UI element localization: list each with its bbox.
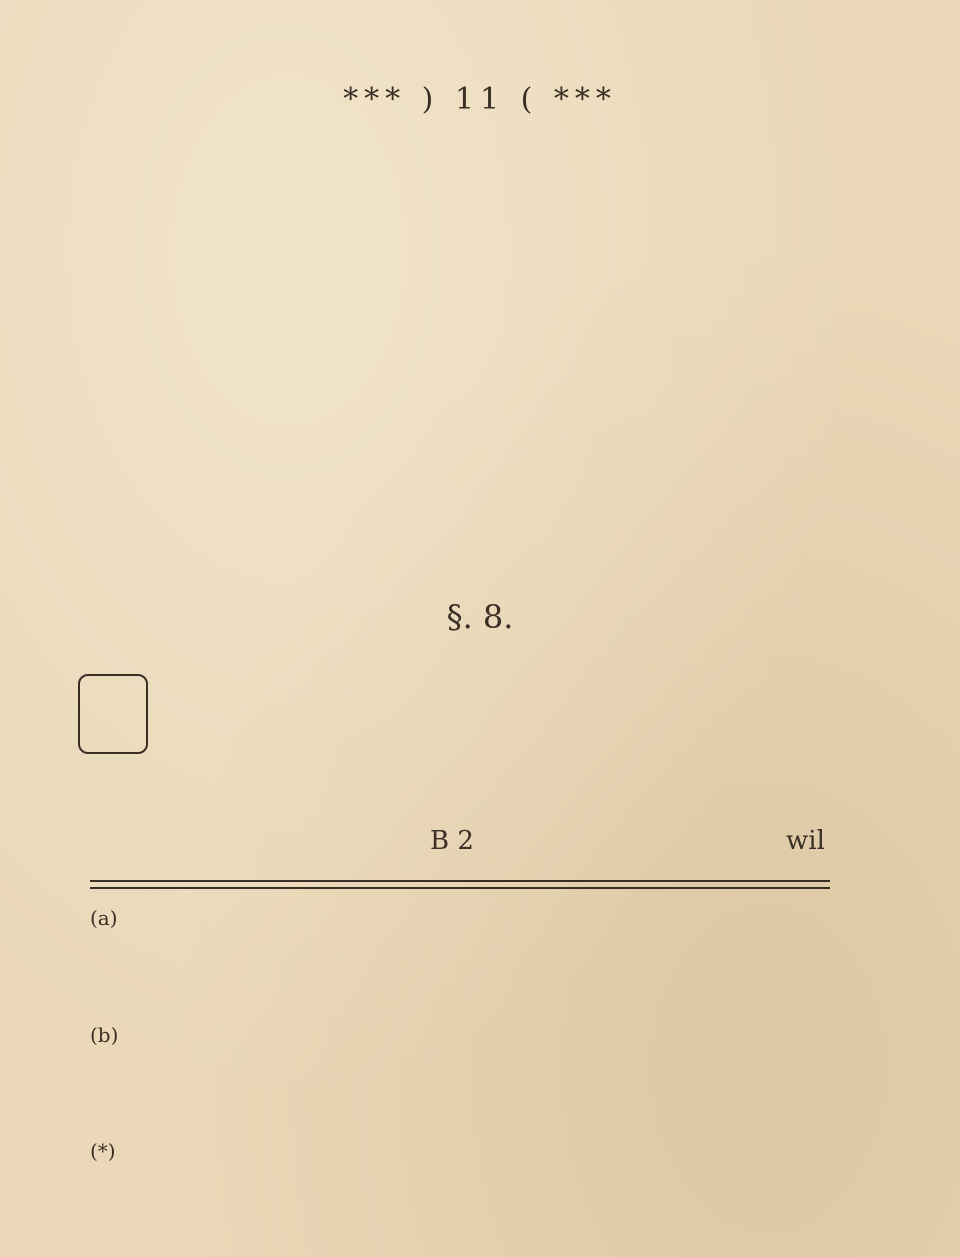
- catchword: wil: [786, 826, 825, 856]
- footnote-rule-double: [90, 887, 830, 889]
- footnote-b: [90, 1022, 835, 1118]
- footnote-rule: [90, 880, 830, 882]
- body-paragraph-2: [78, 670, 838, 820]
- decorated-initial: [78, 674, 148, 754]
- footnote-a: [90, 905, 835, 1001]
- body-paragraph-1: [78, 140, 838, 520]
- footnote-a-marker: (a): [90, 906, 118, 930]
- section-heading: §. 8.: [446, 598, 514, 636]
- footnote-star: [90, 1138, 835, 1164]
- footnote-star-marker: (*): [90, 1139, 116, 1163]
- printer-signature: B 2: [430, 826, 474, 856]
- page-header: *** ) 11 ( ***: [343, 82, 617, 117]
- footnote-b-marker: (b): [90, 1023, 119, 1047]
